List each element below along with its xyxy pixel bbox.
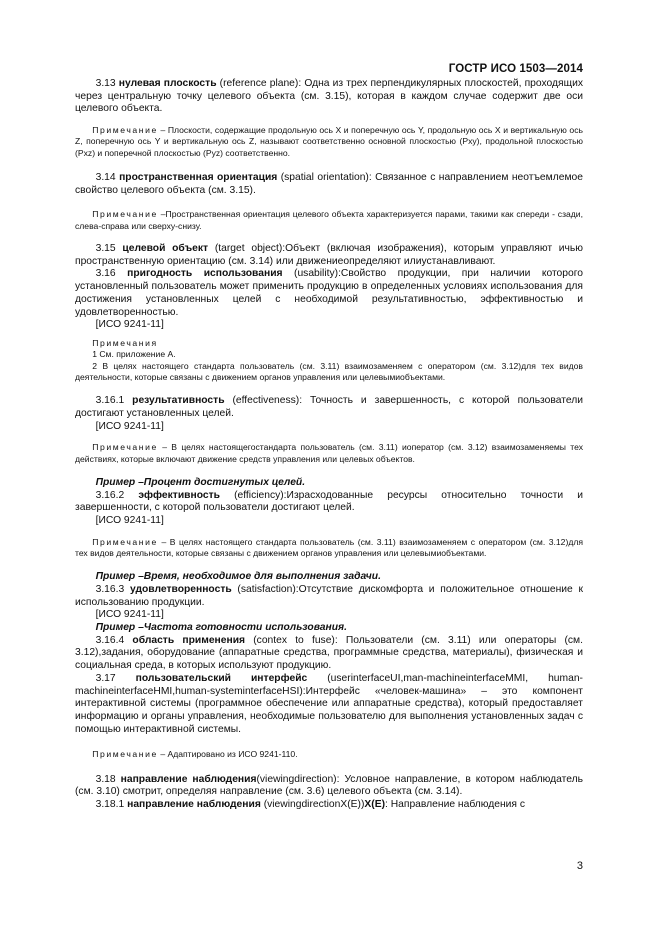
term: направление наблюдения: [127, 799, 261, 811]
note-label: Примечание: [92, 125, 158, 136]
reference-3-16-2: [75, 515, 583, 528]
definition-text: (viewingdirection): Условное направление, в котором наблюдатель (см. 3.10) смотрит, определяя направление (см. 3.6) целевого объекта (см. 3.14).: [75, 773, 583, 798]
clause-number: 3.16.4: [95, 634, 125, 646]
definition-text: (usability):Свойство продукции, при наличии которого установленный пользователь может применить продукцию в определенных условиях использования для достижения установленных целей с необходимой результативностью, эффективностью и удовлетворенностью.: [75, 268, 583, 318]
term: целевой объект: [122, 243, 209, 254]
example-text: Пример –Процент достигнутых целей.: [95, 476, 306, 488]
definition-3-16-2: [75, 490, 583, 515]
note-text: – В целях настоящего стандарта пользователь (см. 3.11) взаимозаменяем с оператором (см. 3.12)для тех видов деятельности, которые связаны с движением органов управления или целевымиобъектами.: [75, 536, 583, 558]
clause-number: 3.16.2: [95, 489, 125, 501]
clause-number: 3.18.1: [95, 799, 125, 811]
definition-text: (contex to fuse): Пользователи (см. 3.11) или операторы (см. 3.12),задания, оборудование (аппаратные средства, программные средства, материалы), физическая и социальная среда, в которых используют продукцию.: [75, 634, 583, 672]
term: результативность: [132, 395, 225, 407]
note-text: –Пространственная ориентация целевого объекта характеризуется парами, такими как спереди - сзади, слева-справа или сверху-снизу.: [75, 209, 583, 231]
reference-3-16: [75, 319, 583, 332]
definition-3-18-1: [75, 799, 583, 812]
definition-text: (target object):Объект (включая изображения), которым управляют ичью пространственную ориентацию (см. 3.14) или движениеопределяют илиустанавливают.: [75, 243, 583, 267]
reference-3-16-3: [75, 609, 583, 622]
definition-3-16-4: [75, 635, 583, 673]
note-3-16-1: [75, 442, 583, 465]
clause-number: 3.18: [95, 773, 116, 785]
term: удовлетворенность: [129, 583, 232, 595]
note-3-16-1: [75, 349, 583, 360]
definition-text: : Направление наблюдения с: [385, 799, 526, 811]
term: пространственная ориентация: [119, 172, 278, 183]
note-text: 1 См. приложение А.: [92, 349, 176, 360]
definition-3-15: [75, 243, 583, 268]
example-3-16-3: [75, 622, 583, 635]
note-text: – В целях настоящегостандарта пользователь (см. 3.11) иоператор (см. 3.12) взаимозаменяемы тех действиях, которые включают движение средств управления или целевых объектов.: [75, 442, 583, 464]
definition-3-16-3: [75, 584, 583, 609]
note-3-16-2: [75, 537, 583, 560]
note-label: Примечание: [92, 442, 158, 453]
example-3-16-1: [75, 477, 583, 490]
definition-3-16: [75, 268, 583, 319]
clause-number: 3.16: [95, 268, 116, 280]
term: направление наблюдения: [120, 773, 257, 785]
term: эффективность: [138, 489, 220, 501]
term: пользовательский интерфейс: [135, 672, 308, 684]
definition-3-16-1: [75, 395, 583, 420]
notes-3-16-label: [75, 338, 583, 349]
definition-text: (spatial orientation): Связанное с направлением неотъемлемое свойство целевого объекта (см. 3.15).: [75, 172, 583, 196]
notes-label: Примечания: [92, 337, 158, 348]
note-label: Примечание: [92, 536, 158, 547]
clause-number: 3.15: [95, 243, 116, 254]
note-label: Примечание: [92, 209, 158, 220]
clause-number: 3.13: [95, 78, 116, 89]
definition-3-13: [75, 78, 583, 116]
note-text: 2 В целях настоящего стандарта пользователь (см. 3.11) взаимозаменяем с оператором (см. 3.12)для тех видов деятельности, которые связаны с движением органов управления или целевымиобъектами.: [75, 360, 583, 382]
note-3-16-2: [75, 361, 583, 384]
reference-3-16-1: [75, 421, 583, 434]
note-label: Примечание: [92, 749, 158, 760]
term: пригодность использования: [127, 268, 283, 280]
clause-number: 3.17: [95, 672, 116, 684]
reference: [ИСО 9241-11]: [95, 609, 164, 621]
reference: [ИСО 9241-11]: [95, 319, 164, 331]
definition-text: (reference plane): Одна из трех перпендикулярных плоскостей, проходящих через центральную точку целевого объекта (см. 3.15), которая в каждом случае содержит две оси целевого объекта.: [75, 78, 583, 115]
clause-number: 3.16.1: [95, 395, 125, 407]
definition-3-17: [75, 673, 583, 737]
definition-text: (userinterfaceUI,man-machineinterfaceMMI, human-machineinterfaceHMI,human-systeminterfaceHSI):Интерфейс «человек-машина» – это компонент интерактивной системы (программное обеспечение или аппаратные средства), который предоставляет информацию и органы управления, необходимые пользователю для выполнения установленных задач с помощью интерактивной системы.: [75, 672, 583, 735]
definition-text: (effectiveness): Точность и завершенность, с которой пользователи достигают установленных целей.: [75, 395, 583, 419]
standard-header: ГОСТР ИСО 1503—2014: [448, 63, 583, 75]
definition-3-14: [75, 172, 583, 197]
definition-text: (efficiency):Израсходованные ресурсы относительно точности и завершенности, с которой пользователи достигают целей.: [75, 489, 583, 514]
term: нулевая плоскость: [118, 78, 217, 89]
clause-number: 3.16.3: [95, 583, 125, 595]
example-3-16-2: [75, 571, 583, 584]
reference: [ИСО 9241-11]: [95, 420, 164, 432]
reference: [ИСО 9241-11]: [95, 514, 164, 526]
note-3-17: [75, 749, 583, 760]
definition-3-18: [75, 774, 583, 799]
clause-number: 3.14: [95, 172, 116, 183]
document-body: [75, 78, 583, 812]
example-text: Пример –Время, необходимое для выполнения задачи.: [95, 571, 381, 583]
page-number: 3: [576, 860, 583, 872]
term-symbol: X(E): [364, 799, 385, 811]
note-3-13: [75, 125, 583, 159]
note-text: – Плоскости, содержащие продольную ось X и поперечную ось Y, продольную ось X и вертикальную ось Z, поперечную ось Y и вертикальную ось Z, называют соответственно основной плоскостью (Pxy), продольной плоскостью (Pxz) и поперечной плоскостью (Pyz) соответственно.: [75, 125, 583, 158]
definition-text: (satisfaction):Отсутствие дискомфорта и положительное отношение к использованию продукции.: [75, 583, 583, 608]
definition-text: (viewingdirectionX(E)): [260, 799, 365, 811]
example-text: Пример –Частота готовности использования.: [95, 622, 347, 634]
note-3-14: [75, 209, 583, 232]
note-text: – Адаптировано из ИСО 9241-110.: [157, 749, 298, 760]
term: область применения: [132, 634, 246, 646]
